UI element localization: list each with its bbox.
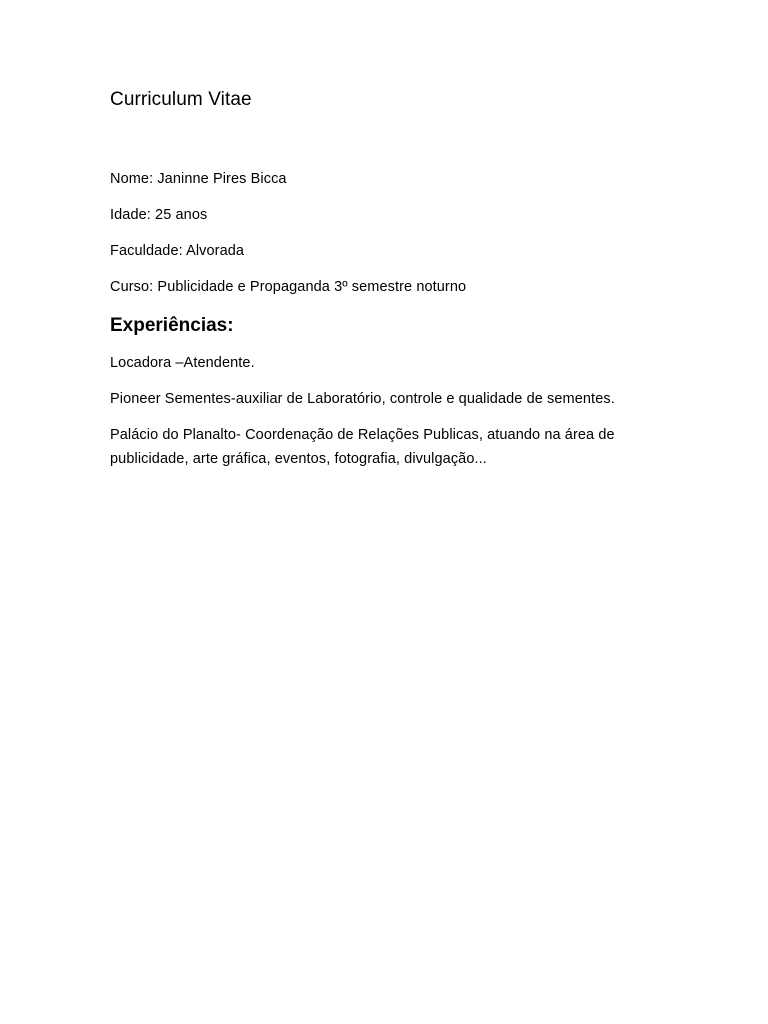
name-line: Nome: Janinne Pires Bicca bbox=[110, 171, 287, 187]
document-content bbox=[110, 86, 670, 483]
college-line: Faculdade: Alvorada bbox=[110, 243, 245, 259]
experience-item: Palácio do Planalto- Coordenação de Relações Publicas, atuando na área de publicidade, arte gráfica, eventos, fotografia, divulgação... bbox=[110, 427, 615, 467]
experience-item: Pioneer Sementes-auxiliar de Laboratório, controle e qualidade de sementes. bbox=[110, 391, 615, 407]
course-line: Curso: Publicidade e Propaganda 3º semestre noturno bbox=[110, 279, 467, 295]
experience-heading: Experiências: bbox=[110, 315, 234, 336]
experience-item: Locadora –Atendente. bbox=[110, 355, 255, 371]
personal-info-section bbox=[110, 169, 670, 297]
age-line: Idade: 25 anos bbox=[110, 207, 208, 223]
experience-list bbox=[110, 351, 670, 471]
document-title: Curriculum Vitae bbox=[110, 89, 252, 110]
